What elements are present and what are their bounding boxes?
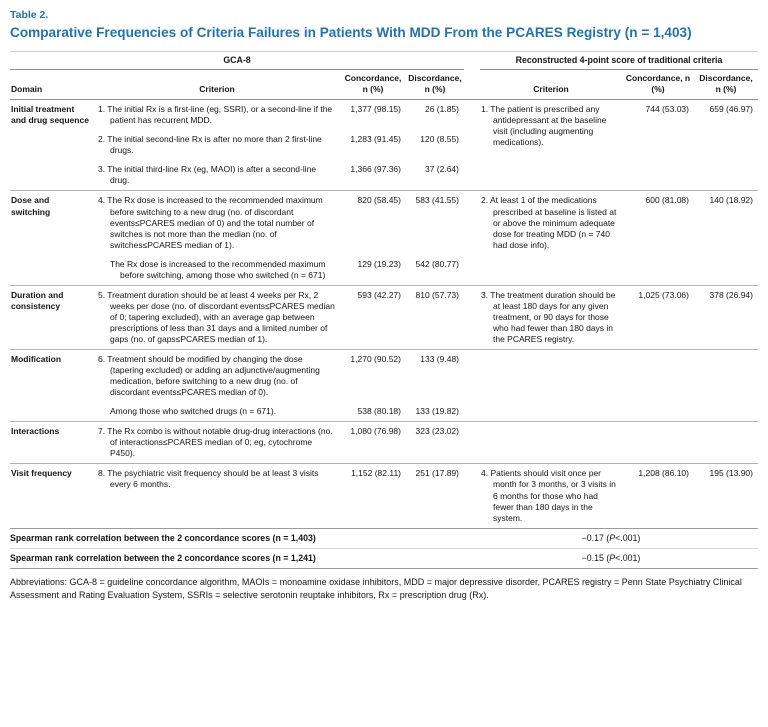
header-spacer	[464, 70, 480, 100]
table-number-label: Table 2.	[10, 9, 49, 21]
gca-discordance-cell: 37 (2.64)	[424, 164, 459, 175]
spearman-label: Spearman rank correlation between the 2 concordance scores (n = 1,241)	[10, 549, 464, 569]
trad-discordance-cell: 378 (26.94)	[694, 285, 758, 349]
header-gca-concordance: Concordance, n (%)	[340, 70, 406, 100]
group-header-spacer	[464, 51, 480, 69]
trad-criterion-cell-empty	[480, 422, 622, 464]
gca-discordance-cell: 133 (9.48)	[406, 350, 464, 403]
domain-cell: Interactions	[10, 422, 94, 464]
spearman-row	[10, 528, 758, 548]
domain-cell: Dose and switching	[10, 191, 94, 285]
trad-concordance-cell: 600 (81.08)	[622, 191, 694, 285]
column-spacer	[464, 350, 480, 422]
p-value-symbol: P	[609, 532, 616, 543]
column-spacer	[464, 191, 480, 285]
header-gca-discordance: Discordance, n (%)	[406, 70, 464, 100]
gca-concordance-cell: 1,366 (97.36)	[350, 164, 401, 175]
gca-concordance-cell: 129 (19.23)	[357, 258, 401, 269]
gca-concordance-cell: 538 (80.18)	[357, 406, 401, 417]
spearman-value-text: −0.17 (	[581, 532, 610, 543]
table-row	[10, 191, 758, 255]
spearman-value-text: <.001)	[615, 532, 641, 543]
p-value-symbol: P	[609, 553, 616, 564]
criteria-table	[10, 51, 758, 570]
spearman-value	[464, 549, 758, 569]
gca-criterion-cell: 5. Treatment duration should be at least 4 weeks per Rx, 2 weeks per dose (no. of discordant events≤PCARES median of 0; tapering excluded), with an average gap between prescriptions of less than 31 days and a limited number of gaps (no. of gaps≤PCARES median of 1).	[94, 285, 340, 349]
column-spacer	[464, 464, 480, 528]
trad-concordance-cell: 1,208 (86.10)	[622, 464, 694, 528]
table-row	[10, 350, 758, 403]
domain-cell: Modification	[10, 350, 94, 422]
trad-criterion-cell: 3. The treatment duration should be at least 180 days for any given treatment, or 90 days for those who had fewer than 180 days in the PCARES registry.	[480, 285, 622, 349]
gca8-group-header: GCA-8	[10, 51, 464, 69]
gca-discordance-cell: 583 (41.55)	[406, 191, 464, 255]
header-gca-criterion: Criterion	[94, 70, 340, 100]
spearman-label: Spearman rank correlation between the 2 concordance scores (n = 1,403)	[10, 528, 464, 548]
trad-discordance-cell-empty	[694, 422, 758, 464]
trad-discordance-cell: 659 (46.97)	[694, 100, 758, 191]
gca-concordance-cell: 1,080 (76.98)	[340, 422, 406, 464]
spearman-value-text: −0.15 (	[581, 553, 610, 564]
trad-criterion-cell: 1. The patient is prescribed any antidepressant at the baseline visit (including augmenting medications).	[480, 100, 622, 191]
header-domain: Domain	[10, 70, 94, 100]
table-title: Comparative Frequencies of Criteria Failures in Patients With MDD From the PCARES Registry (n = 1,403)	[10, 25, 692, 40]
gca-concordance-cell: 1,152 (82.11)	[340, 464, 406, 528]
header-trad-criterion: Criterion	[480, 70, 622, 100]
abbreviations-note: Abbreviations: GCA-8 = guideline concordance algorithm, MAOIs = monoamine oxidase inhibitors, MDD = major depressive disorder, PCARES registry = Penn State Psychiatry Clinical Assessment and Rating Evaluation System, SSRIs = selective serotonin reuptake inhibitors, Rx = prescription drug (Rx).	[10, 577, 742, 601]
trad-discordance-cell: 195 (13.90)	[694, 464, 758, 528]
column-spacer	[464, 100, 480, 191]
trad-concordance-cell-empty	[622, 350, 694, 422]
gca-criterion-cell: 3. The initial third-line Rx (eg, MAOI) is after a second-line drug.	[98, 164, 317, 186]
gca-concordance-cell: 1,377 (98.15)	[340, 100, 406, 131]
gca-criterion-cell: Among those who switched drugs (n = 671).	[110, 406, 277, 417]
trad-criterion-cell: 2. At least 1 of the medications prescribed at baseline is listed at or above the minimum adequate dose for treating MDD (n = 740 had dose info).	[480, 191, 622, 285]
table-row	[10, 464, 758, 528]
gca-criterion-cell: 6. Treatment should be modified by changing the dose (tapering excluded) or adding an adjunctive/augmenting medication, before switching to a new drug (no. of discordant events≤PCARES median of 0).	[94, 350, 340, 403]
header-trad-discordance: Discordance, n (%)	[694, 70, 758, 100]
trad-concordance-cell-empty	[622, 422, 694, 464]
domain-cell: Initial treatment and drug sequence	[10, 100, 94, 191]
gca-criterion-cell: The Rx dose is increased to the recommended maximum before switching, among those who switched (n = 671)	[110, 258, 326, 280]
traditional-group-header: Reconstructed 4-point score of traditional criteria	[480, 51, 758, 69]
table-row	[10, 100, 758, 131]
trad-discordance-cell-empty	[694, 350, 758, 422]
column-spacer	[464, 285, 480, 349]
column-header-row	[10, 70, 758, 100]
gca-discordance-cell: 323 (23.02)	[406, 422, 464, 464]
domain-cell: Visit frequency	[10, 464, 94, 528]
trad-concordance-cell: 744 (53.03)	[622, 100, 694, 191]
trad-criterion-cell: 4. Patients should visit once per month for 3 months, or 3 visits in 6 months for those who had fewer than 180 days in the system.	[480, 464, 622, 528]
table-row	[10, 285, 758, 349]
gca-discordance-cell: 120 (8.55)	[420, 134, 459, 145]
gca-discordance-cell: 542 (80.77)	[415, 258, 459, 269]
header-trad-concordance: Concordance, n (%)	[622, 70, 694, 100]
gca-criterion-cell: 1. The initial Rx is a first-line (eg, SSRI), or a second-line if the patient has recurrent MDD.	[94, 100, 340, 131]
gca-concordance-cell: 1,270 (90.52)	[340, 350, 406, 403]
trad-discordance-cell: 140 (18.92)	[694, 191, 758, 285]
column-spacer	[464, 422, 480, 464]
table-row	[10, 422, 758, 464]
gca-criterion-cell: 7. The Rx combo is without notable drug-drug interactions (no. of interactions≤PCARES median of 0; eg, cytochrome P450).	[94, 422, 340, 464]
spearman-value-text: <.001)	[615, 553, 641, 564]
column-group-header-row	[10, 51, 758, 69]
gca-criterion-cell: 2. The initial second-line Rx is after no more than 2 first-line drugs.	[98, 134, 322, 156]
gca-concordance-cell: 820 (58.45)	[340, 191, 406, 255]
gca-discordance-cell: 133 (19.82)	[415, 406, 459, 417]
gca-criterion-cell: 8. The psychiatric visit frequency should be at least 3 visits every 6 months.	[94, 464, 340, 528]
gca-criterion-cell: 4. The Rx dose is increased to the recommended maximum before switching to a new drug (no. of discordant events≤PCARES median of 0) and the total number of switches is not more than the median (no. of switches≤PCARES median of 1).	[94, 191, 340, 255]
spearman-row	[10, 549, 758, 569]
gca-concordance-cell: 593 (42.27)	[340, 285, 406, 349]
gca-discordance-cell: 26 (1.85)	[406, 100, 464, 131]
gca-discordance-cell: 251 (17.89)	[406, 464, 464, 528]
gca-discordance-cell: 810 (57.73)	[406, 285, 464, 349]
trad-criterion-cell-empty	[480, 350, 622, 422]
spearman-value	[464, 528, 758, 548]
trad-concordance-cell: 1,025 (73.06)	[622, 285, 694, 349]
gca-concordance-cell: 1,283 (91.45)	[350, 134, 401, 145]
domain-cell: Duration and consistency	[10, 285, 94, 349]
